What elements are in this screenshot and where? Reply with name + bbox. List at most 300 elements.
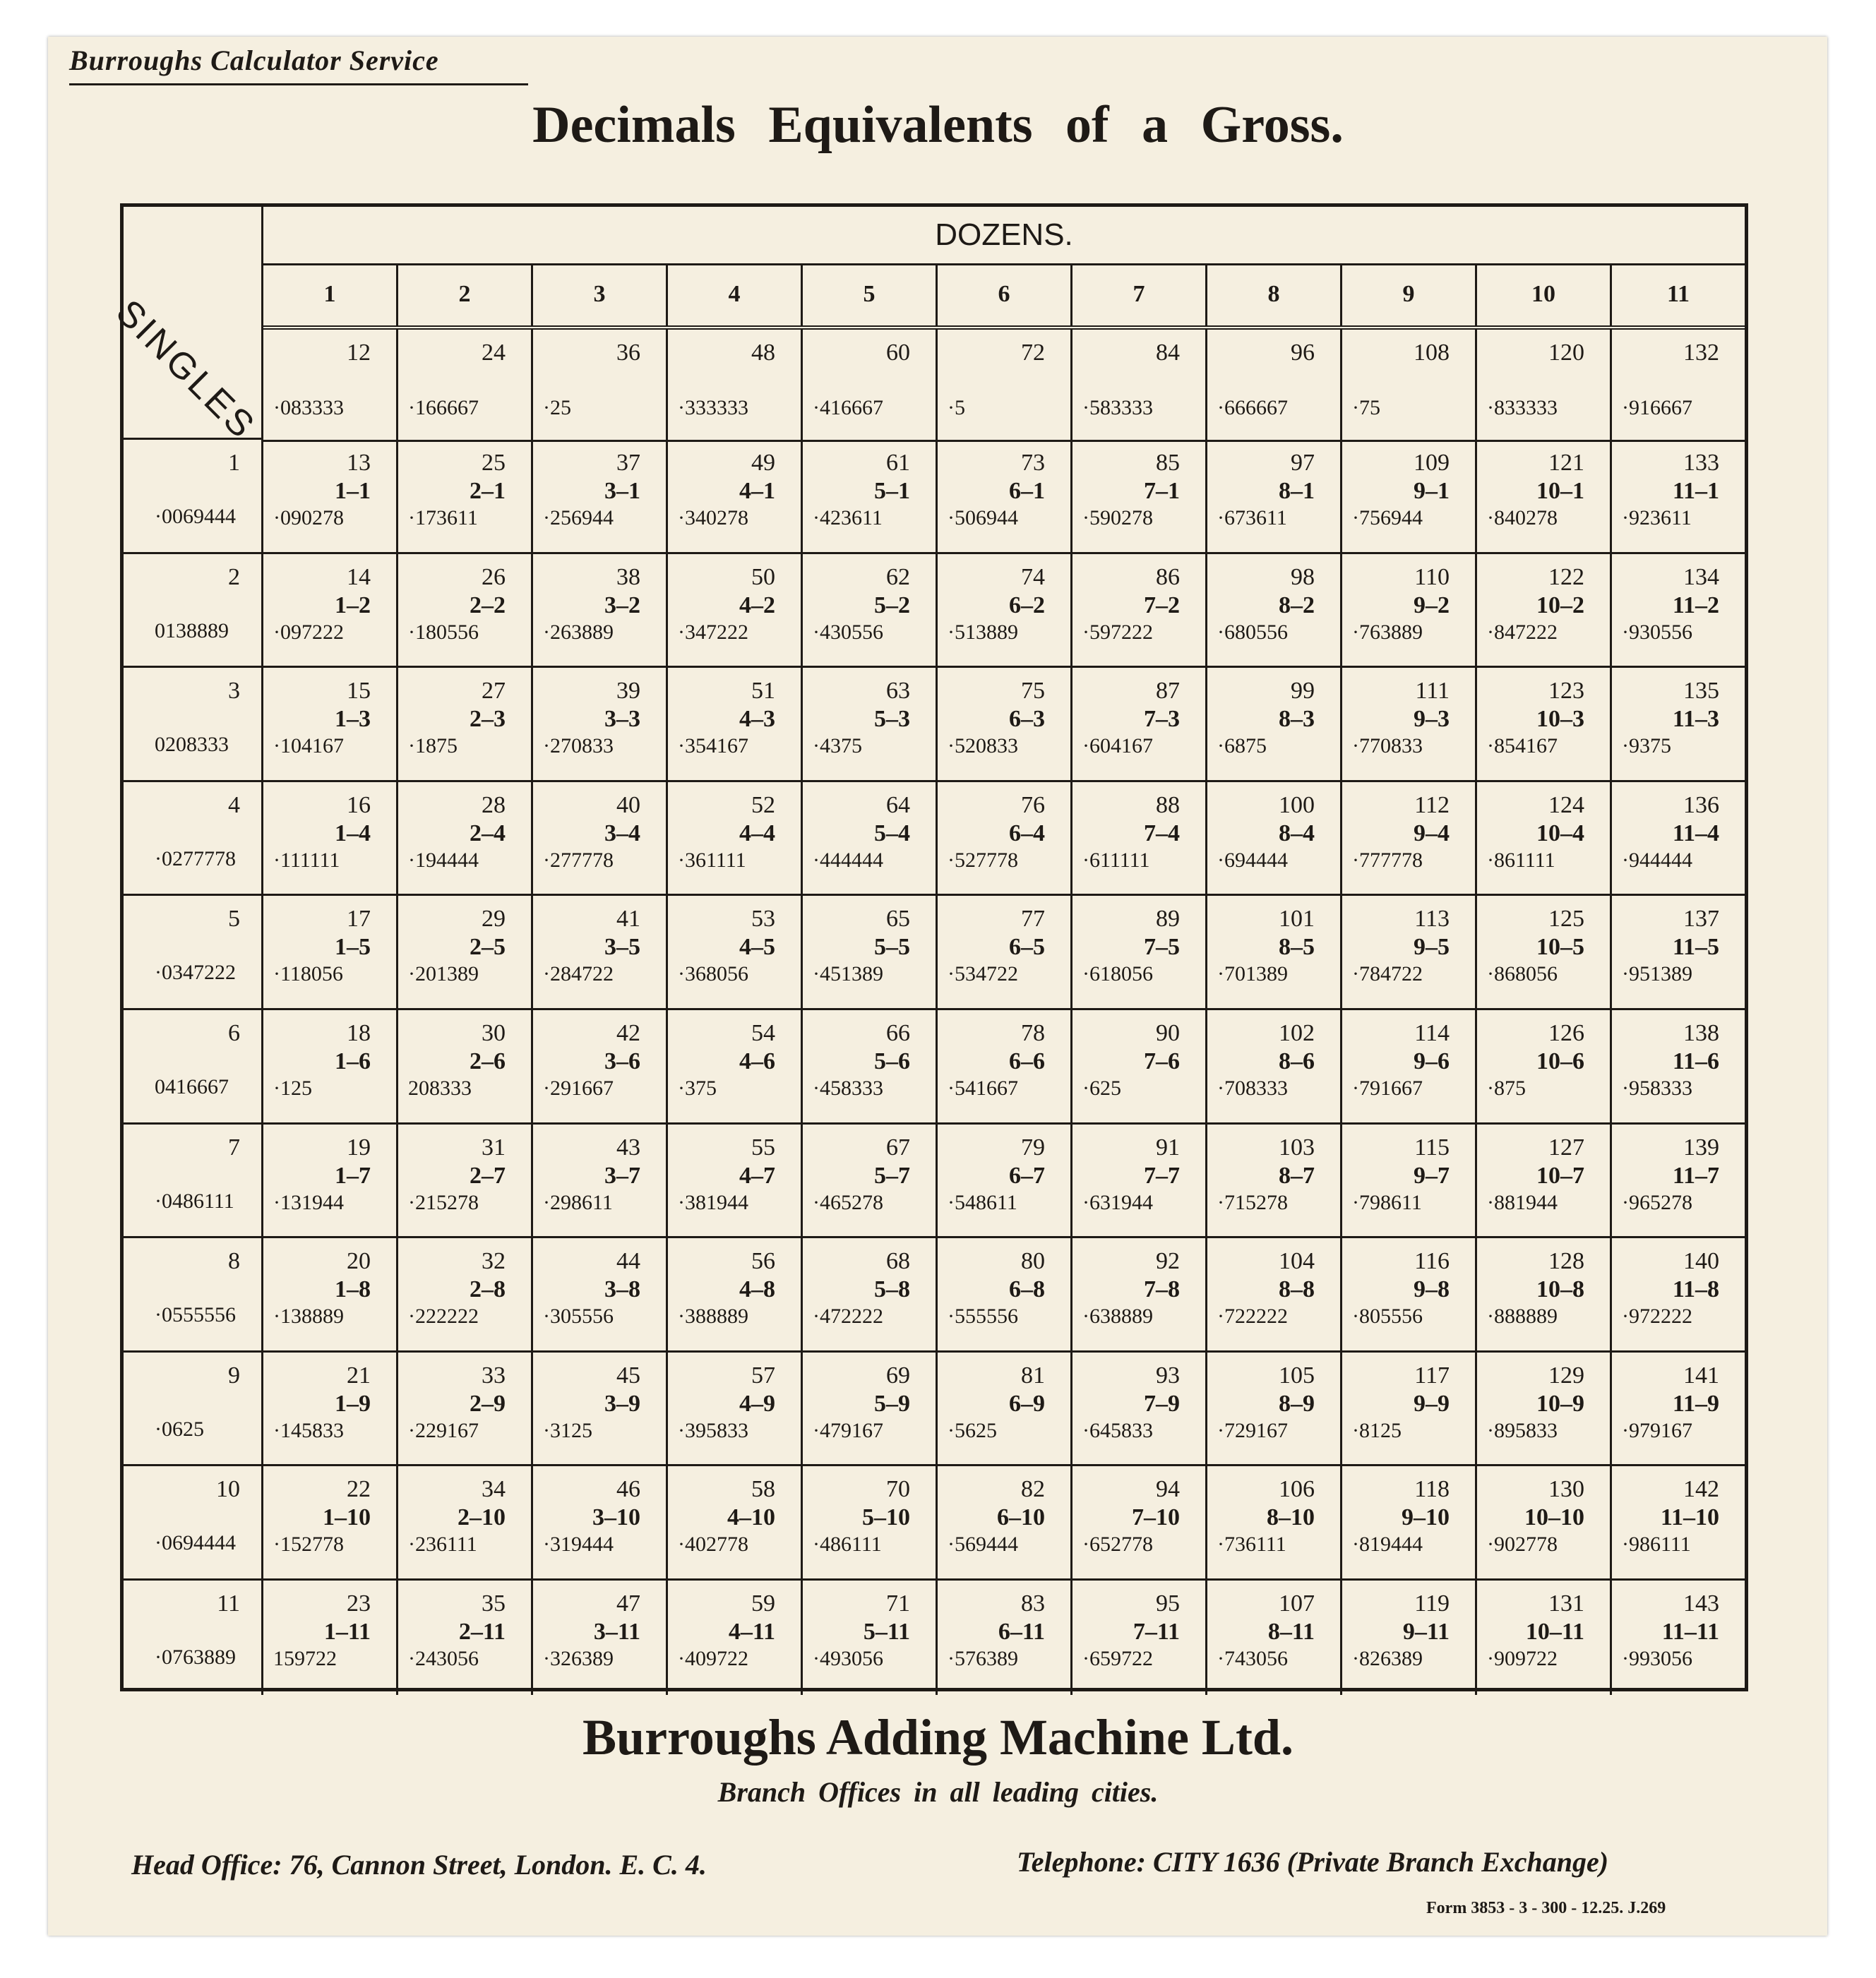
cell-decimal: ·881944 <box>1487 1190 1558 1214</box>
table-row <box>124 896 1745 1010</box>
table-cell <box>938 554 1073 666</box>
cell-number: 74 <box>1021 563 1045 590</box>
cell-number: 140 <box>1683 1248 1719 1275</box>
cell-number: 139 <box>1683 1134 1719 1161</box>
cell-combo: 9–11 <box>1402 1618 1450 1645</box>
cell-combo: 3–10 <box>592 1504 640 1531</box>
table-cell <box>533 554 668 666</box>
table-cell <box>1073 1353 1207 1465</box>
table-cell <box>1073 1581 1207 1695</box>
cell-decimal: ·729167 <box>1217 1418 1288 1442</box>
cell-decimal: ·347222 <box>678 620 748 644</box>
table-cell <box>263 1010 398 1122</box>
cell-number: 110 <box>1414 563 1450 590</box>
cell-combo: 1–11 <box>323 1618 371 1645</box>
cell-combo: 8–11 <box>1267 1618 1315 1645</box>
cell-combo: 2–1 <box>470 478 506 504</box>
table-cell <box>263 782 398 894</box>
cell-number: 44 <box>616 1248 640 1275</box>
table-cell <box>1073 896 1207 1008</box>
cell-combo: 3–7 <box>604 1162 640 1189</box>
table-cell <box>1207 668 1342 780</box>
table-cell <box>1342 1353 1477 1465</box>
cell-decimal: ·673611 <box>1217 506 1287 529</box>
cell-number: 122 <box>1548 563 1584 590</box>
table-cell <box>938 668 1073 780</box>
cell-combo: 10–7 <box>1536 1162 1584 1189</box>
cell-decimal: ·743056 <box>1217 1646 1288 1670</box>
cell-decimal: ·381944 <box>678 1190 748 1214</box>
cell-decimal: ·798611 <box>1352 1190 1422 1214</box>
cell-number: 89 <box>1156 906 1180 933</box>
cell-combo: 6–2 <box>1009 592 1045 618</box>
cell-number: 130 <box>1548 1476 1584 1503</box>
table-cell <box>1477 1010 1612 1122</box>
cell-decimal: ·277778 <box>543 848 614 872</box>
cell-number: 86 <box>1156 563 1180 590</box>
cell-number: 95 <box>1156 1590 1180 1617</box>
cell-number: 102 <box>1279 1019 1315 1046</box>
cell-number: 91 <box>1156 1134 1180 1161</box>
cell-combo: 4–2 <box>739 592 775 618</box>
cell-combo: 7–3 <box>1144 706 1180 733</box>
cell-combo: 4–7 <box>739 1162 775 1189</box>
cell-combo: 6–3 <box>1009 706 1045 733</box>
cell-number: 90 <box>1156 1019 1180 1046</box>
cell-decimal: ·902778 <box>1487 1533 1558 1557</box>
cell-decimal: ·145833 <box>273 1418 344 1442</box>
cell-number: 42 <box>616 1019 640 1046</box>
singles-cell <box>124 1010 263 1122</box>
table-cell <box>1207 554 1342 666</box>
cell-decimal: ·173611 <box>408 506 478 529</box>
cell-decimal: ·3125 <box>543 1418 592 1442</box>
cell-combo: 6–7 <box>1009 1162 1045 1189</box>
dozen-header-cell: 2 <box>398 263 533 325</box>
cell-combo: 11–8 <box>1672 1276 1719 1303</box>
table-cell <box>398 668 533 780</box>
table-cell <box>938 1466 1073 1578</box>
cell-number: 118 <box>1414 1476 1450 1503</box>
cell-number: 54 <box>751 1019 775 1046</box>
table-row <box>124 554 1745 669</box>
dozen-header-cell: 3 <box>533 263 668 325</box>
cell-combo: 2–4 <box>470 820 506 846</box>
cell-number: 40 <box>616 791 640 818</box>
cell-decimal: ·465278 <box>813 1190 883 1214</box>
singles-decimal: ·0625 <box>155 1417 204 1441</box>
cell-number: 15 <box>347 678 371 705</box>
cell-number: 51 <box>751 678 775 705</box>
table-cell <box>803 554 938 666</box>
table-cell <box>938 896 1073 1008</box>
cell-combo: 3–2 <box>604 592 640 618</box>
cell-number: 39 <box>616 678 640 705</box>
cell-decimal: ·604167 <box>1082 734 1153 758</box>
cell-combo: 3–1 <box>604 478 640 504</box>
table-cell <box>1073 782 1207 894</box>
table-cell <box>1342 330 1477 440</box>
cell-decimal: ·555556 <box>948 1305 1018 1329</box>
table-cell <box>533 1466 668 1578</box>
table-cell <box>1477 1353 1612 1465</box>
cell-number: 13 <box>347 450 371 476</box>
cell-combo: 9–10 <box>1402 1504 1450 1531</box>
table-cell <box>1207 1353 1342 1465</box>
cell-decimal: ·701389 <box>1217 962 1288 986</box>
cell-decimal: ·1875 <box>408 734 458 758</box>
cell-number: 23 <box>347 1590 371 1617</box>
cell-combo: 11–11 <box>1661 1618 1719 1645</box>
cell-number: 19 <box>347 1134 371 1161</box>
cell-decimal: ·284722 <box>543 962 614 986</box>
table-cell <box>1342 1466 1477 1578</box>
cell-number: 87 <box>1156 678 1180 705</box>
cell-decimal: ·819444 <box>1352 1533 1423 1557</box>
singles-decimal: ·0486111 <box>155 1189 234 1213</box>
table-cell <box>1073 1238 1207 1350</box>
cell-number: 134 <box>1683 563 1719 590</box>
cell-combo: 8–9 <box>1279 1390 1315 1417</box>
cell-number: 120 <box>1548 340 1584 366</box>
cell-decimal: ·861111 <box>1487 848 1555 872</box>
cell-decimal: ·388889 <box>678 1305 748 1329</box>
table-cell <box>1612 1125 1745 1237</box>
table-cell <box>1342 440 1477 552</box>
cell-number: 99 <box>1291 678 1315 705</box>
cell-combo: 7–7 <box>1144 1162 1180 1189</box>
singles-cell <box>124 1238 263 1350</box>
table-cell <box>668 554 803 666</box>
table-cell <box>533 782 668 894</box>
cell-decimal: ·944444 <box>1622 848 1692 872</box>
cell-number: 137 <box>1683 906 1719 933</box>
cell-number: 104 <box>1279 1248 1315 1275</box>
cell-combo: 9–5 <box>1414 934 1450 961</box>
table-cell <box>1073 440 1207 552</box>
cell-number: 65 <box>886 906 910 933</box>
table-cell <box>1207 896 1342 1008</box>
cell-number: 113 <box>1414 906 1450 933</box>
table-row <box>124 668 1745 782</box>
cell-number: 83 <box>1021 1590 1045 1617</box>
table-cell <box>1342 782 1477 894</box>
cell-combo: 5–11 <box>863 1618 910 1645</box>
cell-decimal: ·243056 <box>408 1646 479 1670</box>
cell-combo: 5–10 <box>862 1504 910 1531</box>
cell-combo: 3–3 <box>604 706 640 733</box>
cell-combo: 4–5 <box>739 934 775 961</box>
cell-number: 77 <box>1021 906 1045 933</box>
cell-combo: 9–7 <box>1414 1162 1450 1189</box>
table-cell <box>938 1581 1073 1695</box>
cell-decimal: ·541667 <box>948 1076 1018 1100</box>
cell-number: 43 <box>616 1134 640 1161</box>
cell-decimal: ·118056 <box>273 962 343 986</box>
cell-decimal: ·930556 <box>1622 620 1692 644</box>
table-cell <box>533 1125 668 1237</box>
cell-decimal: ·722222 <box>1217 1305 1288 1329</box>
cell-number: 55 <box>751 1134 775 1161</box>
table-cell <box>1342 554 1477 666</box>
cell-decimal: ·736111 <box>1217 1533 1286 1557</box>
cell-decimal: ·875 <box>1487 1076 1526 1100</box>
cell-number: 75 <box>1021 678 1045 705</box>
cell-number: 109 <box>1414 450 1450 476</box>
singles-cell <box>124 1125 263 1237</box>
table-cell <box>1073 330 1207 440</box>
table-cell <box>1342 1125 1477 1237</box>
table-cell <box>1612 668 1745 780</box>
cell-decimal: ·909722 <box>1487 1646 1558 1670</box>
cell-combo: 1–6 <box>335 1048 371 1074</box>
table-cell <box>803 896 938 1008</box>
table-cell <box>1207 1466 1342 1578</box>
cell-combo: 2–3 <box>470 706 506 733</box>
table-cell <box>263 1125 398 1237</box>
table-cell <box>803 1010 938 1122</box>
table-cell <box>398 1466 533 1578</box>
cell-number: 111 <box>1415 678 1450 705</box>
cell-combo: 1–8 <box>335 1276 371 1303</box>
table-cell <box>1073 1010 1207 1122</box>
table-cell <box>1073 668 1207 780</box>
cell-combo: 1–9 <box>335 1390 371 1417</box>
table-cell <box>803 1466 938 1578</box>
singles-cell <box>124 1466 263 1578</box>
dozen-header-cell: 5 <box>803 263 938 325</box>
cell-decimal: ·305556 <box>543 1305 614 1329</box>
table-cell <box>263 1353 398 1465</box>
cell-number: 38 <box>616 563 640 590</box>
cell-number: 131 <box>1548 1590 1584 1617</box>
table-cell <box>533 330 668 440</box>
singles-label: SINGLES <box>108 292 264 448</box>
cell-number: 14 <box>347 563 371 590</box>
cell-combo: 10–6 <box>1536 1048 1584 1074</box>
cell-combo: 6–5 <box>1009 934 1045 961</box>
cell-combo: 11–6 <box>1672 1048 1719 1074</box>
table-cell <box>1612 1353 1745 1465</box>
cell-combo: 11–2 <box>1672 592 1719 618</box>
cell-combo: 5–6 <box>874 1048 910 1074</box>
cell-decimal: ·715278 <box>1217 1190 1288 1214</box>
cell-decimal: ·784722 <box>1352 962 1423 986</box>
cell-decimal: ·097222 <box>273 620 344 644</box>
cell-decimal: ·416667 <box>813 396 883 419</box>
dozens-value-row <box>263 330 1745 442</box>
table-cell <box>263 1238 398 1350</box>
table-cell <box>398 1238 533 1350</box>
table-cell <box>263 330 398 440</box>
dozen-header-cell: 4 <box>668 263 803 325</box>
cell-combo: 1–10 <box>323 1504 371 1531</box>
cell-number: 132 <box>1683 340 1719 366</box>
table-row <box>124 1125 1745 1239</box>
cell-decimal: 208333 <box>408 1076 472 1100</box>
cell-number: 94 <box>1156 1476 1180 1503</box>
cell-decimal: ·256944 <box>543 506 614 529</box>
singles-number: 5 <box>228 906 240 933</box>
table-cell <box>533 1581 668 1695</box>
table-cell <box>938 1353 1073 1465</box>
cell-decimal: ·506944 <box>948 506 1018 529</box>
cell-combo: 7–10 <box>1132 1504 1180 1531</box>
cell-decimal: ·638889 <box>1082 1305 1153 1329</box>
cell-decimal: ·472222 <box>813 1305 883 1329</box>
table-cell <box>1477 440 1612 552</box>
singles-number: 3 <box>228 678 240 705</box>
cell-combo: 2–6 <box>470 1048 506 1074</box>
cell-number: 20 <box>347 1248 371 1275</box>
table-row <box>124 782 1745 897</box>
cell-combo: 4–1 <box>739 478 775 504</box>
gross-table <box>108 203 1748 1691</box>
cell-decimal: ·777778 <box>1352 848 1423 872</box>
singles-decimal: ·0763889 <box>155 1645 236 1669</box>
table-cell <box>533 668 668 780</box>
cell-combo: 10–4 <box>1536 820 1584 846</box>
cell-number: 128 <box>1548 1248 1584 1275</box>
table-cell <box>1477 1466 1612 1578</box>
cell-combo: 4–9 <box>739 1390 775 1417</box>
cell-number: 108 <box>1414 340 1450 366</box>
cell-combo: 2–5 <box>470 934 506 961</box>
cell-decimal: ·430556 <box>813 620 883 644</box>
singles-corner <box>108 207 264 448</box>
cell-decimal: ·152778 <box>273 1533 344 1557</box>
singles-cell <box>124 896 263 1008</box>
cell-combo: 11–5 <box>1672 934 1719 961</box>
cell-decimal: ·590278 <box>1082 506 1153 529</box>
cell-decimal: ·833333 <box>1487 396 1558 419</box>
cell-decimal: ·888889 <box>1487 1305 1558 1329</box>
cell-decimal: ·986111 <box>1622 1533 1691 1557</box>
cell-number: 81 <box>1021 1362 1045 1389</box>
table-cell <box>1477 1581 1612 1695</box>
table-cell <box>1477 1238 1612 1350</box>
table-cell <box>533 1238 668 1350</box>
cell-combo: 5–3 <box>874 706 910 733</box>
cell-combo: 3–9 <box>604 1390 640 1417</box>
page-title: Decimals Equivalents of a Gross. <box>532 96 1344 154</box>
table-cell <box>668 1010 803 1122</box>
cell-decimal: ·520833 <box>948 734 1018 758</box>
cell-decimal: ·527778 <box>948 848 1018 872</box>
cell-combo: 6–1 <box>1009 478 1045 504</box>
cell-combo: 1–3 <box>335 706 371 733</box>
cell-combo: 6–6 <box>1009 1048 1045 1074</box>
cell-decimal: ·6875 <box>1217 734 1267 758</box>
cell-decimal: ·354167 <box>678 734 748 758</box>
cell-decimal: ·763889 <box>1352 620 1423 644</box>
table-cell <box>1612 330 1745 440</box>
head-office: Head Office: 76, Cannon Street, London. E. C. 4. <box>131 1849 707 1881</box>
dozen-header-cell: 11 <box>1666 281 1690 307</box>
singles-cell <box>124 554 263 666</box>
singles-decimal: ·0555556 <box>155 1303 236 1327</box>
table-cell <box>263 554 398 666</box>
dozen-header-cell: 6 <box>938 263 1073 325</box>
dozen-header-cell: 10 <box>1477 263 1612 325</box>
singles-number: 4 <box>228 791 240 818</box>
cell-number: 67 <box>886 1134 910 1161</box>
cell-number: 96 <box>1291 340 1315 366</box>
cell-number: 30 <box>482 1019 506 1046</box>
cell-combo: 2–11 <box>458 1618 506 1645</box>
dozen-header-cell: 7 <box>1073 263 1207 325</box>
table-cell <box>803 1581 938 1695</box>
cell-number: 63 <box>886 678 910 705</box>
cell-combo: 6–10 <box>997 1504 1045 1531</box>
table-cell <box>1342 1010 1477 1122</box>
table-cell <box>263 896 398 1008</box>
cell-decimal: ·402778 <box>678 1533 748 1557</box>
cell-combo: 5–5 <box>874 934 910 961</box>
table-row <box>124 1581 1745 1695</box>
singles-decimal: 0416667 <box>155 1074 229 1098</box>
cell-decimal: ·756944 <box>1352 506 1423 529</box>
cell-decimal: ·611111 <box>1082 848 1150 872</box>
cell-number: 97 <box>1291 450 1315 476</box>
cell-number: 133 <box>1683 450 1719 476</box>
table-row <box>124 440 1745 554</box>
singles-number: 11 <box>217 1590 240 1617</box>
cell-combo: 7–11 <box>1133 1618 1180 1645</box>
cell-number: 33 <box>482 1362 506 1389</box>
cell-decimal: ·597222 <box>1082 620 1153 644</box>
cell-number: 126 <box>1548 1019 1584 1046</box>
cell-combo: 6–8 <box>1009 1276 1045 1303</box>
cell-decimal: ·180556 <box>408 620 479 644</box>
cell-combo: 7–9 <box>1144 1390 1180 1417</box>
cell-decimal: ·270833 <box>543 734 614 758</box>
cell-number: 82 <box>1021 1476 1045 1503</box>
cell-number: 32 <box>482 1248 506 1275</box>
cell-number: 127 <box>1548 1134 1584 1161</box>
cell-combo: 11–7 <box>1672 1162 1719 1189</box>
cell-decimal: ·111111 <box>273 848 340 872</box>
cell-decimal: ·263889 <box>543 620 614 644</box>
table-cell <box>1207 782 1342 894</box>
cell-number: 123 <box>1548 678 1584 705</box>
singles-number: 1 <box>228 450 240 476</box>
cell-number: 85 <box>1156 450 1180 476</box>
table-cell <box>263 1581 398 1695</box>
cell-decimal: ·895833 <box>1487 1418 1558 1442</box>
cell-number: 27 <box>482 678 506 705</box>
company-name: Burroughs Adding Machine Ltd. <box>582 1709 1294 1766</box>
cell-combo: 10–1 <box>1536 478 1584 504</box>
table-cell <box>803 782 938 894</box>
cell-number: 119 <box>1414 1590 1450 1617</box>
cell-decimal: ·805556 <box>1352 1305 1423 1329</box>
cell-decimal: ·923611 <box>1622 506 1692 529</box>
cell-combo: 4–4 <box>739 820 775 846</box>
cell-decimal: ·493056 <box>813 1646 883 1670</box>
cell-decimal: ·090278 <box>273 506 344 529</box>
table-cell <box>668 1353 803 1465</box>
table-cell <box>1612 782 1745 894</box>
cell-decimal: 159722 <box>273 1646 337 1670</box>
singles-number: 2 <box>228 563 240 590</box>
cell-decimal: ·423611 <box>813 506 883 529</box>
cell-number: 24 <box>482 340 506 366</box>
cell-decimal: ·534722 <box>948 962 1018 986</box>
cell-number: 135 <box>1683 678 1719 705</box>
cell-combo: 10–5 <box>1536 934 1584 961</box>
cell-combo: 9–8 <box>1414 1276 1450 1303</box>
